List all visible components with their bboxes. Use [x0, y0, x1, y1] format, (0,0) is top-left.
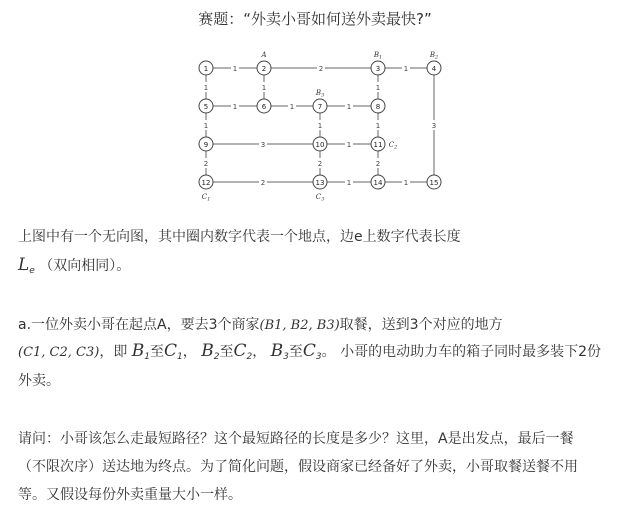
para1-line1: 上图中有一个无向图，其中圈内数字代表一个地点，边e上数字代表长度: [18, 229, 461, 245]
node-tag-B2: $B_2$: [429, 51, 439, 61]
para2-ji: ，即: [99, 344, 128, 360]
edge-weight: 1: [346, 179, 352, 187]
node-label: 8: [375, 103, 381, 111]
edge-weight: 1: [375, 84, 381, 92]
edge-weight: 1: [403, 179, 409, 187]
node-tag-B1: $B_1$: [373, 51, 383, 61]
para2-line2: [18, 340, 601, 368]
node-label: 3: [375, 65, 381, 73]
edge-weight: 1: [232, 103, 238, 111]
node-label: 14: [373, 179, 383, 187]
node-label: 13: [315, 179, 325, 187]
edge-weight: 1: [203, 84, 209, 92]
edge-weight: 1: [375, 122, 381, 130]
edge-weight: 3: [431, 122, 437, 130]
node-tag-C3: $C_3$: [315, 193, 325, 203]
node-tag-B3: $B_3$: [315, 89, 325, 99]
graph-diagram: [186, 44, 456, 204]
page-title: 赛题：“外卖小哥如何送外卖最快?”: [198, 10, 432, 28]
para3-line2: （不限次序）送达地为终点。为了简化问题，假设商家已经备好了外卖，小哥取餐送餐不用: [18, 459, 578, 475]
para3-line1: 请问：小哥该怎么走最短路径？这个最短路径的长度是多少？这里，A是出发点，最后一餐: [18, 431, 574, 447]
edge-weight: 1: [317, 122, 323, 130]
pair-1: $B_1$至$C_1$，: [131, 341, 197, 362]
node-label: 6: [261, 103, 267, 111]
node-label: 9: [203, 141, 209, 149]
node-tag-C1: $C_1$: [201, 193, 211, 203]
pair-2: $B_2$至$C_2$，: [201, 341, 267, 362]
places-set: (C1, C2, C3): [18, 345, 100, 360]
edge-weight: 1: [232, 65, 238, 73]
node-label: 11: [373, 141, 383, 149]
node-tag-A: A: [261, 51, 267, 59]
node-tag-C2: $C_2$: [388, 141, 398, 151]
edge-weight: 1: [261, 84, 267, 92]
edge-weight: 2: [375, 160, 381, 168]
edge-weight: 1: [346, 141, 352, 149]
edge-weight: 2: [318, 65, 324, 73]
edge-weight: 1: [346, 103, 352, 111]
merchants-set: (B1, B2, B3): [259, 318, 340, 333]
node-label: 2: [261, 65, 267, 73]
edge-weight: 3: [260, 141, 266, 149]
node-label: 10: [315, 141, 325, 149]
para2-line2-tail: 小哥的电动助力车的箱子同时最多装下2份: [340, 344, 601, 360]
para2-mid: 取餐，送到3个对应的地方: [339, 317, 503, 333]
edge-weight: 2: [203, 160, 209, 168]
node-label: 5: [203, 103, 209, 111]
edge-length-subscript: e: [29, 266, 35, 276]
node-label: 1: [203, 65, 209, 73]
edge-weight: 1: [289, 103, 295, 111]
para2-prefix: a.一位外卖小哥在起点A，要去3个商家: [18, 317, 260, 333]
node-label: 15: [429, 179, 439, 187]
node-label: 12: [201, 179, 211, 187]
edge-length-symbol: L: [18, 255, 30, 275]
para1-line2: [18, 254, 130, 282]
edge-weight: 1: [203, 122, 209, 130]
para2-line1: [18, 314, 503, 337]
node-label: 4: [431, 65, 437, 73]
edge-weight: 1: [403, 65, 409, 73]
node-label: 7: [317, 103, 323, 111]
pair-3: $B_3$至$C_3$。: [270, 341, 336, 362]
para3-line3: 等。又假设每份外卖重量大小一样。: [18, 487, 242, 503]
para2-line3: 外卖。: [18, 373, 60, 389]
edge-weight: 2: [317, 160, 323, 168]
para1-tail: （双向相同）。: [39, 258, 131, 274]
edge-weight: 2: [260, 179, 266, 187]
